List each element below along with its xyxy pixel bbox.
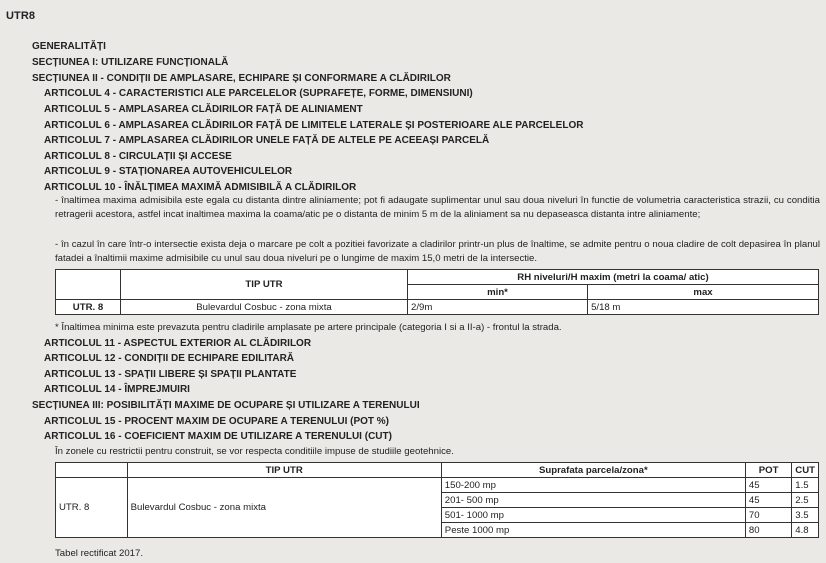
col-tip-utr: TIP UTR (127, 463, 441, 478)
note-inaltime: * Înaltimea minima este prevazuta pentru cladirile amplasate pe artere principale (categoria I si a II-a) - frontul la strada. (55, 322, 562, 333)
cell-cut: 2.5 (792, 493, 819, 508)
heading-sectiunea-2: SECȚIUNEA II - CONDIȚII DE AMPLASARE, ECHIPARE ȘI CONFORMARE A CLĂDIRILOR (32, 73, 451, 84)
col-pot: POT (745, 463, 791, 478)
heading-generalitati: GENERALITĂȚI (32, 41, 106, 52)
cell-cut: 3.5 (792, 508, 819, 523)
inaltime-table (55, 269, 819, 315)
heading-articolul-5: ARTICOLUL 5 - AMPLASAREA CLĂDIRILOR FAȚĂ DE ALINIAMENT (44, 104, 363, 115)
heading-articolul-7: ARTICOLUL 7 - AMPLASAREA CLĂDIRILOR UNELE FAȚĂ DE ALTELE PE ACEEAȘI PARCELĂ (44, 135, 490, 146)
heading-articolul-4: ARTICOLUL 4 - CARACTERISTICI ALE PARCELELOR (SUPRAFEȚE, FORME, DIMENSIUNI) (44, 88, 473, 99)
cell-pot: 45 (745, 478, 791, 493)
note-tabel-rectificat: Tabel rectificat 2017. (55, 548, 143, 559)
col-cut: CUT (792, 463, 819, 478)
table-row (56, 300, 819, 315)
heading-articolul-9: ARTICOLUL 9 - STAȚIONAREA AUTOVEHICULELOR (44, 166, 293, 177)
cell-cut: 4.8 (792, 523, 819, 538)
cell-name: Bulevardul Cosbuc - zona mixta (121, 300, 408, 315)
col-tip-utr: TIP UTR (121, 270, 408, 300)
col-rh: RH niveluri/H maxim (metri la coama/ atic) (408, 270, 819, 285)
cell-pot: 80 (745, 523, 791, 538)
heading-articolul-14: ARTICOLUL 14 - ÎMPREJMUIRI (44, 384, 190, 395)
cell-utr: UTR. 8 (56, 300, 121, 315)
cell-suprafata: 150-200 mp (441, 478, 745, 493)
heading-articolul-13: ARTICOLUL 13 - SPAȚII LIBERE ȘI SPAȚII PLANTATE (44, 369, 297, 380)
heading-articolul-10: ARTICOLUL 10 - ÎNĂLȚIMEA MAXIMĂ ADMISIBILĂ A CLĂDIRILOR (44, 182, 357, 193)
table-row (56, 478, 819, 493)
cell-min: 2/9m (408, 300, 588, 315)
heading-articolul-12: ARTICOLUL 12 - CONDIȚII DE ECHIPARE EDILITARĂ (44, 353, 295, 364)
heading-articolul-8: ARTICOLUL 8 - CIRCULAȚII ȘI ACCESE (44, 151, 232, 162)
cell-pot: 45 (745, 493, 791, 508)
cell-utr: UTR. 8 (56, 478, 128, 538)
paragraph-inaltime-2: - în cazul în care într-o intersectie exista deja o marcare pe colt a pozitiei favorizate a cladirilor printr-un plus de înaltime, se admite pentru o noua cladire de colt depasirea în planul fatadei a înaltimii maxime admisibile cu unul sau doua niveluri pe o lungime de maxim 15,0 metri de la intersectie. (55, 239, 820, 264)
pot-cut-table (55, 462, 819, 538)
heading-articolul-6: ARTICOLUL 6 - AMPLASAREA CLĂDIRILOR FAȚĂ DE LIMITELE LATERALE ȘI POSTERIOARE ALE PARCELELOR (44, 120, 584, 131)
cell-suprafata: Peste 1000 mp (441, 523, 745, 538)
heading-articolul-16: ARTICOLUL 16 - COEFICIENT MAXIM DE UTILIZARE A TERENULUI (CUT) (44, 431, 392, 442)
cell-name: Bulevardul Cosbuc - zona mixta (127, 478, 441, 538)
paragraph-inaltime-1: - înaltimea maxima admisibila este egala cu distanta dintre aliniamente; pot fi adaugate suplimentar unul sau doua niveluri în functie de volumetria caracteristica strazii, cu conditia retragerii acestora, astfel incat inaltimea maxima la coama/atic pe o distanta de minim 5 m de la aliniament sa nu depaseasca distanta intre aliniamente; (55, 195, 820, 220)
heading-sectiunea-1: SECȚIUNEA I: UTILIZARE FUNCȚIONALĂ (32, 57, 229, 68)
heading-articolul-11: ARTICOLUL 11 - ASPECTUL EXTERIOR AL CLĂDIRILOR (44, 338, 312, 349)
cell-max: 5/18 m (588, 300, 819, 315)
heading-articolul-15: ARTICOLUL 15 - PROCENT MAXIM DE OCUPARE A TERENULUI (POT %) (44, 416, 390, 427)
paragraph-restrictii: În zonele cu restrictii pentru construit, se vor respecta conditiile impuse de studiile geotehnice. (55, 446, 454, 457)
col-suprafata: Suprafata parcela/zona* (441, 463, 745, 478)
cell-suprafata: 501- 1000 mp (441, 508, 745, 523)
col-min: min* (408, 285, 588, 300)
col-max: max (588, 285, 819, 300)
cell-pot: 70 (745, 508, 791, 523)
cell-cut: 1.5 (792, 478, 819, 493)
page-title: UTR8 (6, 10, 36, 22)
heading-sectiunea-3: SECȚIUNEA III: POSIBILITĂȚI MAXIME DE OCUPARE ȘI UTILIZARE A TERENULUI (32, 400, 420, 411)
cell-suprafata: 201- 500 mp (441, 493, 745, 508)
